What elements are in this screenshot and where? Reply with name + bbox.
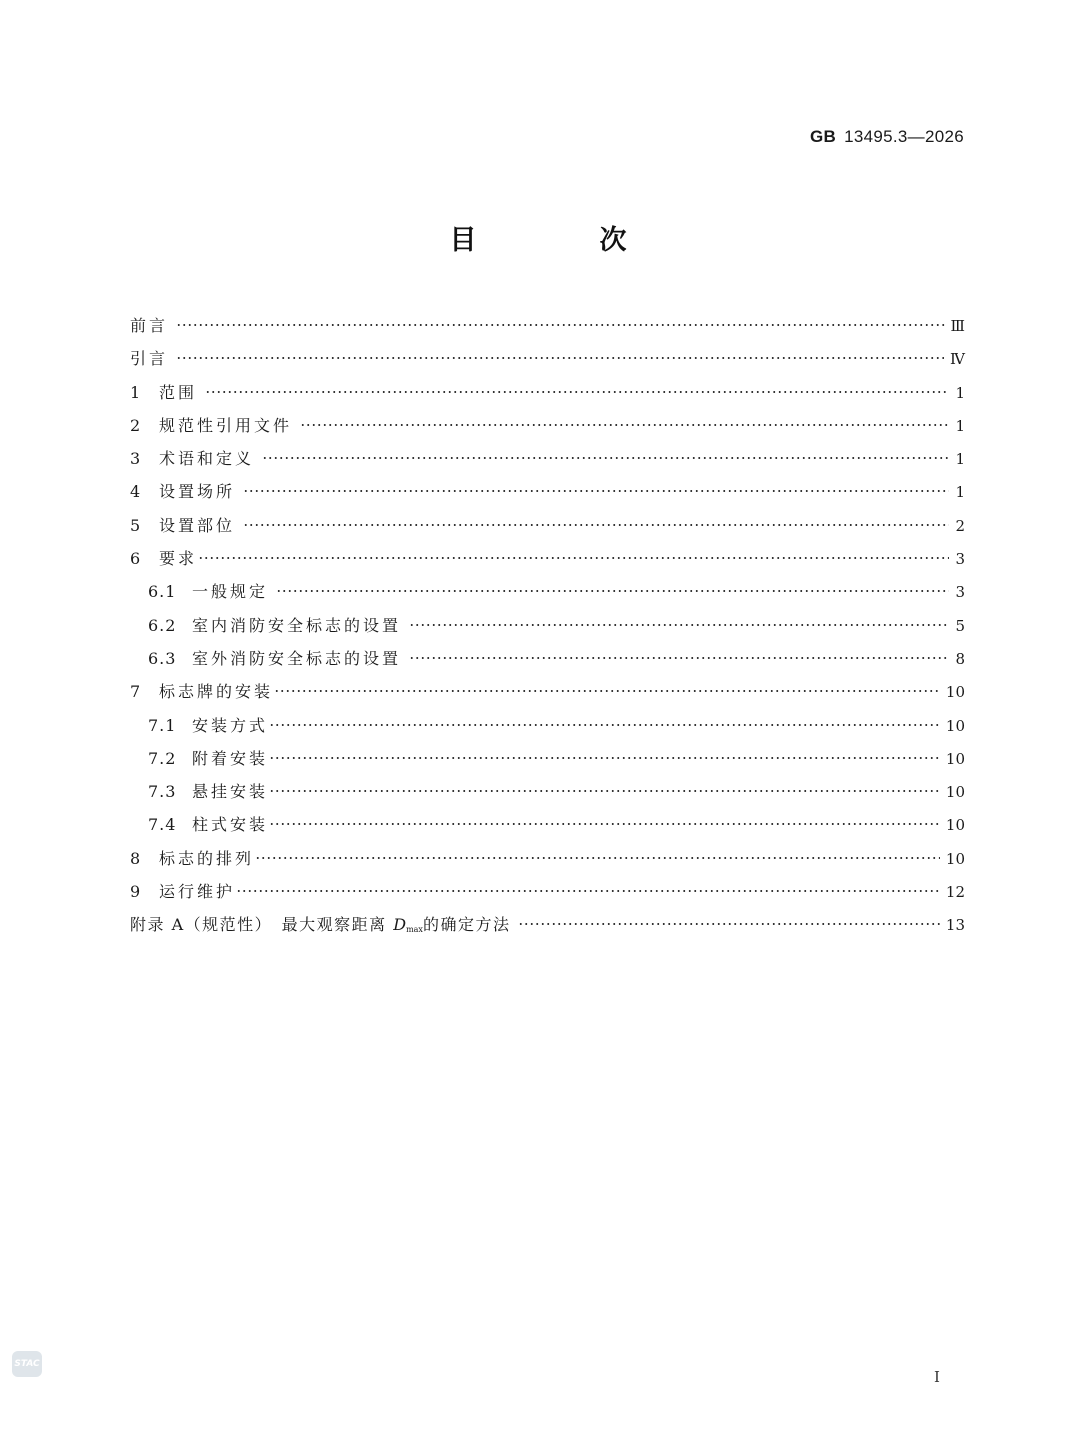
toc-entry-page: 10	[945, 749, 965, 768]
toc-entry-number: 5	[130, 515, 142, 535]
toc-entry-number: 7.1	[148, 715, 177, 735]
toc-entry-label: 术语和定义	[159, 449, 255, 469]
dot-leader	[300, 423, 949, 427]
toc-entry-page: 1	[955, 416, 965, 435]
toc-entry-label: 室外消防安全标志的设置	[192, 648, 402, 668]
standard-prefix: GB	[810, 127, 837, 146]
dot-leader	[276, 589, 949, 593]
appendix-prefix: 附录 A（规范性） 最大观察距离	[130, 915, 394, 935]
dot-leader	[243, 489, 949, 493]
dot-leader	[269, 789, 940, 793]
toc-entry-page: 10	[945, 816, 965, 835]
toc-entry-label: 引言	[130, 349, 169, 369]
toc-entry-8[interactable]	[130, 842, 965, 875]
toc-entry-number: 4	[130, 482, 142, 502]
toc-entry-label: 前言	[130, 316, 169, 335]
toc-entry-foreword[interactable]	[130, 309, 965, 342]
toc-entry-number: 6.1	[148, 582, 177, 602]
toc-entry-page: 12	[945, 883, 965, 902]
toc-entry-6-2[interactable]	[130, 609, 965, 642]
toc-entry-number: 6.2	[148, 615, 177, 635]
toc-entry-page: 10	[945, 783, 965, 802]
dot-leader	[269, 756, 940, 760]
dot-leader	[518, 922, 939, 926]
stac-watermark-logo: STAC	[12, 1351, 42, 1377]
toc-entry-7-1[interactable]	[130, 709, 965, 742]
toc-entry-number: 7.4	[148, 815, 177, 835]
dot-leader	[236, 889, 940, 893]
toc-entry-3[interactable]	[130, 442, 965, 475]
toc-entry-4[interactable]	[130, 475, 965, 508]
toc-entry-label: 设置场所	[159, 482, 236, 502]
toc-entry-number: 6.3	[148, 648, 177, 668]
toc-entry-number: 2	[130, 415, 142, 435]
dot-leader	[243, 523, 949, 527]
dot-leader	[176, 323, 945, 327]
toc-entry-label: 安装方式	[192, 715, 269, 735]
toc-entry-label: 柱式安装	[192, 815, 269, 835]
dot-leader	[198, 556, 949, 560]
toc-entry-label: 要求	[159, 549, 198, 569]
toc-entry-7-3[interactable]	[130, 775, 965, 808]
standard-number: 13495.3—2026	[844, 127, 964, 146]
page-number: I	[934, 1368, 940, 1386]
dot-leader	[205, 390, 949, 394]
toc-entry-page: 8	[955, 649, 965, 668]
dot-leader	[176, 356, 944, 360]
dot-leader	[269, 822, 940, 826]
toc-entry-label: 设置部位	[159, 515, 236, 535]
toc-entry-appendix-a[interactable]	[130, 908, 965, 941]
toc-entry-page: 10	[945, 849, 965, 868]
toc-entry-2[interactable]	[130, 409, 965, 442]
toc-entry-number: 7.2	[148, 748, 177, 768]
table-of-contents	[130, 309, 965, 942]
toc-entry-label: 规范性引用文件	[159, 415, 293, 435]
toc-entry-number: 9	[130, 882, 142, 902]
toc-entry-label: 范围	[159, 382, 198, 402]
toc-entry-label: 标志牌的安装	[159, 682, 274, 702]
dot-leader	[274, 689, 940, 693]
dot-leader	[409, 623, 949, 627]
toc-entry-introduction[interactable]	[130, 342, 965, 375]
document-code	[810, 127, 964, 147]
toc-entry-page: 3	[955, 583, 965, 602]
toc-entry-page: 1	[955, 450, 965, 469]
toc-entry-page: 2	[955, 516, 965, 535]
toc-entry-label: 标志的排列	[159, 848, 255, 868]
dot-leader	[409, 656, 949, 660]
toc-entry-number: 8	[130, 848, 142, 868]
appendix-suffix: 的确定方法	[422, 915, 511, 935]
toc-entry-label: 运行维护	[159, 882, 236, 902]
toc-entry-number: 3	[130, 449, 142, 469]
toc-entry-6-1[interactable]	[130, 575, 965, 608]
toc-entry-7-2[interactable]	[130, 742, 965, 775]
toc-entry-6-3[interactable]	[130, 642, 965, 675]
toc-entry-page: 1	[955, 383, 965, 402]
dmax-symbol: D	[393, 915, 407, 935]
toc-entry-label	[130, 908, 510, 946]
toc-entry-label: 悬挂安装	[192, 782, 269, 802]
dot-leader	[255, 856, 940, 860]
toc-entry-page: 3	[955, 550, 965, 569]
dot-leader	[262, 456, 949, 460]
dot-leader	[269, 723, 940, 727]
toc-entry-page: Ⅲ	[950, 317, 965, 335]
toc-entry-number: 1	[130, 382, 142, 402]
toc-entry-7[interactable]	[130, 675, 965, 708]
toc-title: 目 次	[449, 225, 675, 256]
toc-entry-5[interactable]	[130, 509, 965, 542]
toc-entry-label: 室内消防安全标志的设置	[192, 615, 402, 635]
toc-entry-page: 5	[955, 616, 965, 635]
toc-entry-number: 7	[130, 682, 142, 702]
toc-entry-label: 一般规定	[192, 582, 269, 602]
toc-entry-page: Ⅳ	[950, 350, 965, 369]
toc-entry-label: 附着安装	[192, 748, 269, 768]
toc-entry-number: 7.3	[148, 782, 177, 802]
toc-entry-page: 13	[945, 916, 965, 935]
toc-entry-1[interactable]	[130, 376, 965, 409]
toc-entry-6[interactable]	[130, 542, 965, 575]
toc-entry-page: 1	[955, 483, 965, 502]
toc-entry-7-4[interactable]	[130, 808, 965, 841]
toc-entry-page: 10	[945, 716, 965, 735]
dmax-subscript: max	[406, 925, 423, 935]
toc-entry-page: 10	[945, 683, 965, 702]
toc-entry-9[interactable]	[130, 875, 965, 908]
toc-entry-number: 6	[130, 549, 142, 569]
